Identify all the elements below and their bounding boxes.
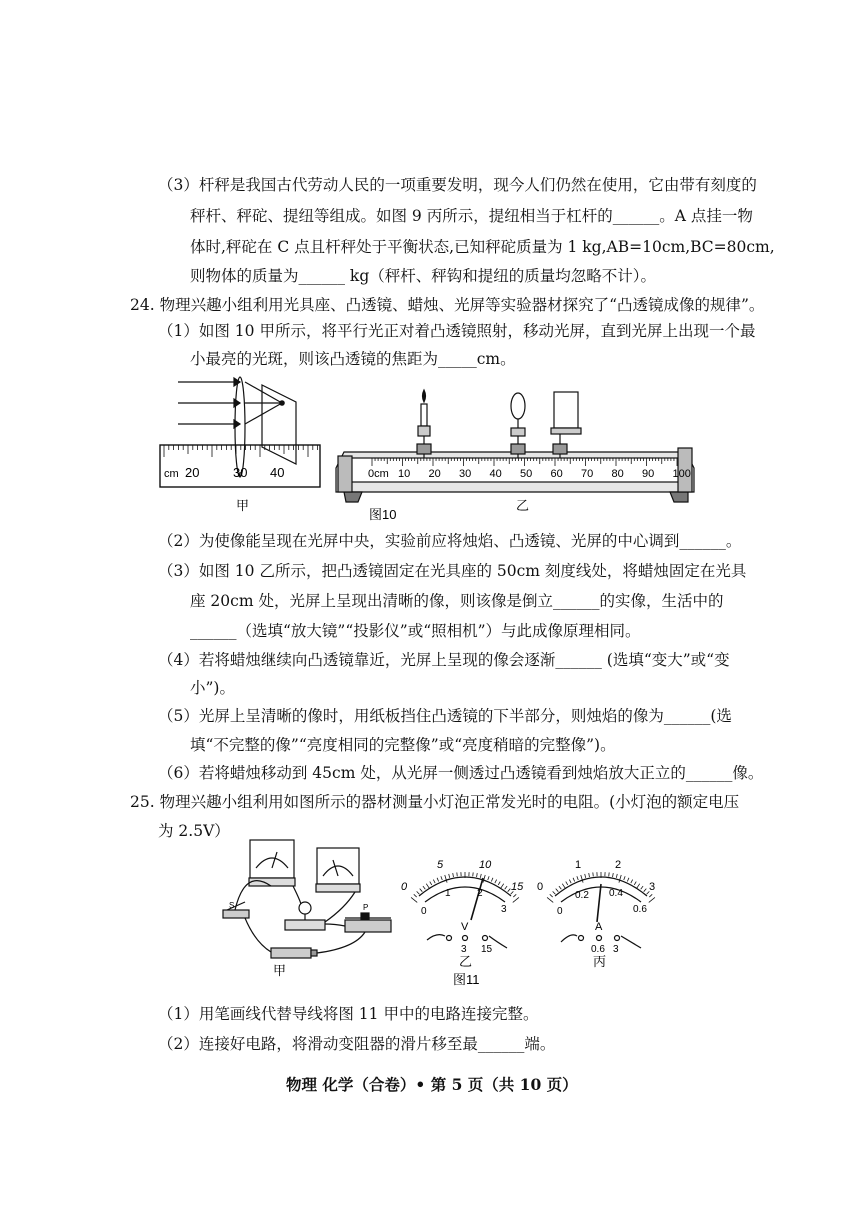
- volt-inner-2: 2: [477, 888, 483, 899]
- q24-part5-line1: （5）光屏上呈清晰的像时，用纸板挡住凸透镜的下半部分，则烛焰的像为______(选: [158, 707, 732, 725]
- switch-label: S: [229, 901, 235, 910]
- amp-outer-1: 1: [575, 859, 582, 871]
- q24-part2: （2）为使像能呈现在光屏中央，实验前应将烛焰、凸透镜、光屏的中心调到______。: [158, 532, 742, 550]
- ruler-tick-30: 30: [233, 465, 248, 480]
- figure-11-caption: 图11: [453, 972, 480, 987]
- q25-part2: （2）连接好电路，将滑动变阻器的滑片移至最______端。: [158, 1035, 556, 1053]
- q24-part3-line1: （3）如图 10 乙所示，把凸透镜固定在光具座的 50cm 刻度线处，将蜡烛固定在光具: [158, 562, 747, 580]
- q24-part6: （6）若将蜡烛移动到 45cm 处，从光屏一侧透过凸透镜看到烛焰放大正立的______像。: [158, 764, 764, 782]
- q24-part1-line2: 小最亮的光斑，则该凸透镜的焦距为_____cm。: [190, 350, 516, 368]
- q25-stem-line1: 25. 物理兴趣小组利用如图所示的器材测量小灯泡正常发光时的电阻。(小灯泡的额定电压: [130, 793, 740, 811]
- screen-holder: [551, 392, 581, 458]
- figure-11-diagram: [215, 838, 695, 988]
- figure-10: [156, 372, 716, 532]
- q25-stem-line2: 为 2.5V）: [158, 822, 230, 840]
- amp-outer-2: 2: [615, 859, 622, 871]
- volt-inner-3: 3: [501, 904, 507, 915]
- amp-inner-0: 0: [557, 906, 563, 917]
- q23-part3-line2: 秤杆、秤砣、提纽等组成。如图 9 丙所示，提纽相当于杠杆的______。A 点挂一物: [190, 207, 753, 225]
- page-footer: 物理 化学（合卷）• 第 5 页（共 10 页）: [286, 1075, 578, 1094]
- q23-part3-line4: 则物体的质量为______ kg（秤杆、秤钩和提纽的质量均忽略不计）。: [190, 267, 656, 285]
- q23-part3-line1: （3）杆秤是我国古代劳动人民的一项重要发明，现今人们仍然在使用，它由带有刻度的: [158, 176, 757, 194]
- optical-bench: [336, 448, 694, 502]
- ammeter-symbol: A: [595, 921, 603, 933]
- bench-unit: 0cm: [368, 468, 389, 480]
- bench-tick-label: 70: [581, 468, 594, 480]
- q24-part1-line1: （1）如图 10 甲所示，将平行光正对着凸透镜照射，移动光屏，直到光屏上出现一个最: [158, 322, 756, 340]
- slider-label: P: [363, 903, 369, 912]
- bench-tick-label: 30: [459, 468, 472, 480]
- figure-11: [215, 838, 695, 988]
- bench-tick-label: 40: [489, 468, 502, 480]
- bench-tick-label: 10: [398, 468, 411, 480]
- bench-tick-label: 50: [520, 468, 533, 480]
- q24-part4-line2: 小”)。: [190, 679, 235, 697]
- amp-term-0.6: 0.6: [591, 944, 605, 955]
- voltmeter-symbol: V: [461, 921, 469, 933]
- circuit-apparatus: [223, 840, 391, 958]
- amp-outer-3: 3: [649, 881, 656, 893]
- q24-part3-line2: 座 20cm 处，光屏上呈现出清晰的像，则该像是倒立______的实像，生活中的: [190, 592, 724, 610]
- bench-tick-label: 80: [611, 468, 624, 480]
- lens-holder: [511, 393, 525, 458]
- bench-tick-label: 100: [672, 468, 691, 480]
- amp-inner-0.6: 0.6: [633, 904, 647, 915]
- volt-inner-0: 0: [421, 906, 427, 917]
- q24-stem: 24. 物理兴趣小组利用光具座、凸透镜、蜡烛、光屏等实验器材探究了“凸透镜成像的规律”。: [130, 296, 765, 314]
- figure-10-jia-label: 甲: [236, 498, 250, 513]
- bench-tick-label: 90: [642, 468, 655, 480]
- amp-outer-0: 0: [537, 881, 544, 893]
- volt-term-15: 15: [481, 944, 493, 955]
- voltmeter-dial: [419, 877, 511, 948]
- q23-part3-line3: 体时,秤砣在 C 点且杆秤处于平衡状态,已知秤砣质量为 1 kg,AB=10cm,BC=80cm,: [190, 238, 775, 256]
- ruler-tick-20: 20: [185, 465, 200, 480]
- figure-10-caption: 图10: [369, 507, 397, 522]
- amp-term-3: 3: [613, 944, 619, 955]
- q24-part5-line2: 填“不完整的像”“亮度相同的完整像”或“亮度稍暗的完整像”)。: [190, 736, 616, 754]
- volt-outer-10: 10: [479, 859, 492, 871]
- figure-10-diagram: [156, 372, 716, 532]
- q25-part1: （1）用笔画线代替导线将图 11 甲中的电路连接完整。: [158, 1005, 539, 1023]
- figure-11-jia-label: 甲: [273, 963, 287, 978]
- amp-inner-0.2: 0.2: [575, 890, 589, 901]
- figure-11-yi-label: 乙: [459, 954, 473, 969]
- q24-part4-line1: （4）若将蜡烛继续向凸透镜靠近，光屏上呈现的像会逐渐______ (选填“变大”或“变: [158, 651, 730, 669]
- volt-inner-1: 1: [445, 888, 451, 899]
- volt-outer-15: 15: [511, 881, 524, 893]
- candle: [417, 390, 431, 458]
- ruler-ticks: [164, 445, 318, 457]
- amp-inner-0.4: 0.4: [609, 888, 623, 899]
- q24-part3-line3: ______（选填“放大镜”“投影仪”或“照相机”）与此成像原理相同。: [190, 622, 641, 640]
- figure-10-yi-label: 乙: [516, 498, 530, 513]
- bench-tick-label: 20: [428, 468, 441, 480]
- volt-outer-5: 5: [437, 859, 444, 871]
- figure-11-bing-label: 丙: [593, 954, 607, 969]
- ruler-tick-40: 40: [270, 465, 285, 480]
- bench-tick-label: 60: [550, 468, 563, 480]
- volt-term-3: 3: [461, 944, 467, 955]
- ruler-unit: cm: [164, 468, 179, 480]
- volt-outer-0: 0: [401, 881, 408, 893]
